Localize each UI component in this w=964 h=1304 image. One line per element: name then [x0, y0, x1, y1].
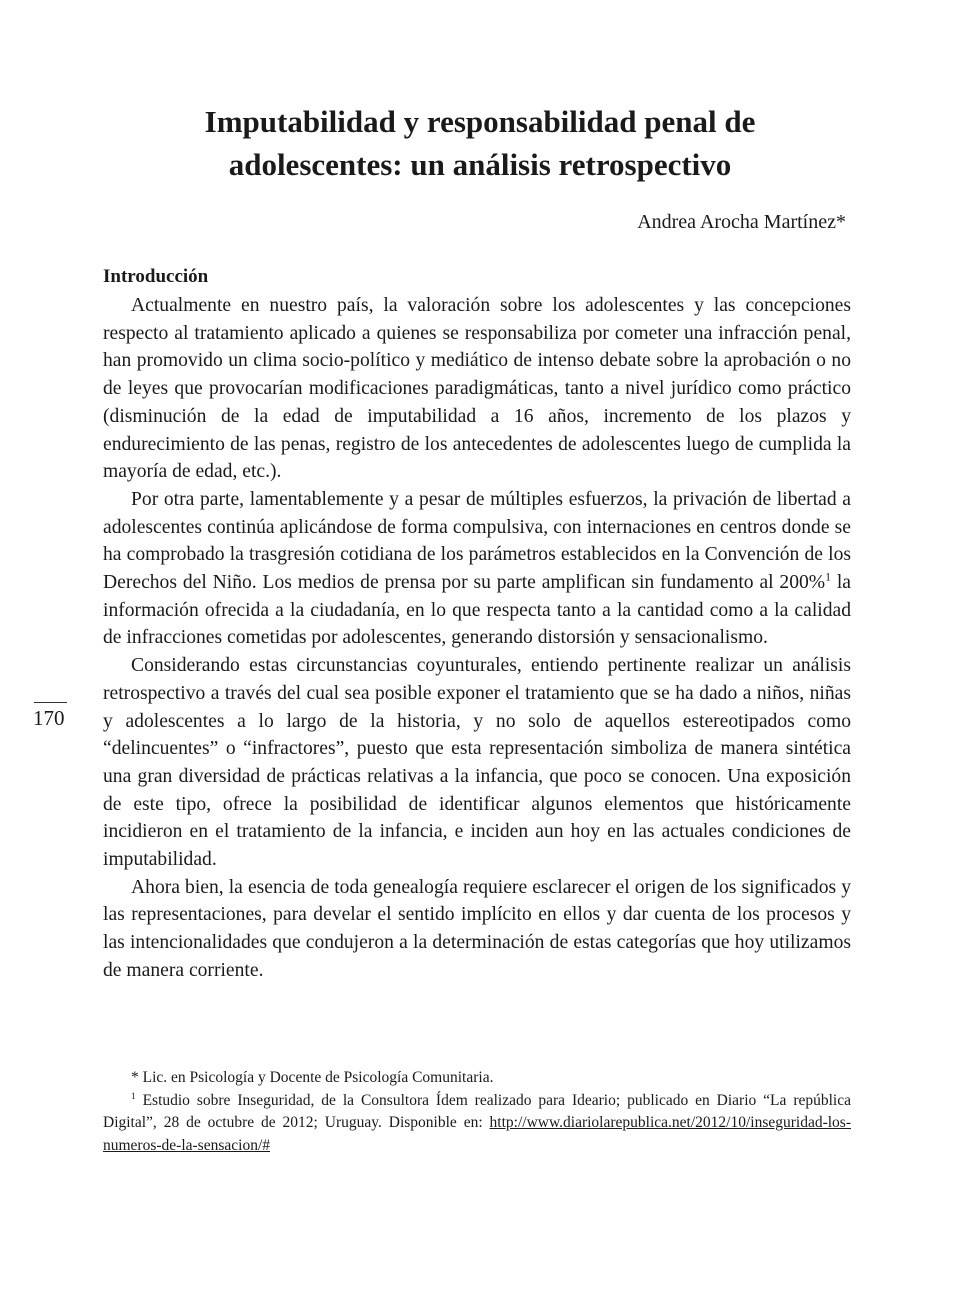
- section-heading: Introducción: [103, 266, 209, 287]
- footnotes: [103, 1067, 851, 1157]
- paragraph-3: Considerando estas circunstancias coyunturales, entiendo pertinente realizar un análisis retrospectivo a través del cual sea posible exponer el tratamiento que se ha dado a niños, niñas y adolescentes a lo largo de la historia, y no solo de aquellos estereotipados como “delincuentes” o “infractores”, puesto que esta representación simboliza de manera sintética una gran diversidad de prácticas relativas a la infancia, que poco se conocen. Una exposición de este tipo, ofrece la posibilidad de identificar algunos elementos que históricamente incidieron en el tratamiento de la infancia, e inciden aun hoy en las actuales condiciones de imputabilidad.: [103, 655, 851, 871]
- title-line-1: Imputabilidad y responsabilidad penal de: [204, 104, 756, 139]
- footnote-1-text: Estudio sobre Inseguridad, de la Consultora Ídem realizado para Ideario; publicado en Diario “La república Digital”, 28 de octubre de 2012; Uruguay. Disponible en:: [103, 1091, 851, 1131]
- article-body: [103, 292, 851, 985]
- article-title: [100, 100, 860, 186]
- footnote-1-marker: 1: [131, 1091, 136, 1102]
- footnote-ref-1: 1: [825, 570, 832, 584]
- footnote-author: * Lic. en Psicología y Docente de Psicología Comunitaria.: [131, 1069, 494, 1086]
- title-line-2: adolescentes: un análisis retrospectivo: [228, 147, 732, 182]
- footnote-1: [103, 1090, 851, 1158]
- paragraph-4: Ahora bien, la esencia de toda genealogía requiere esclarecer el origen de los significados y las representaciones, para develar el sentido implícito en ellos y dar cuenta de los procesos y las intencionalidades que condujeron a la determinación de estas categorías que hoy utilizamos de manera corriente.: [103, 876, 851, 981]
- paragraph-2-text-before: Por otra parte, lamentablemente y a pesar de múltiples esfuerzos, la privación de libertad a adolescentes continúa aplicándose de forma compulsiva, con internaciones en centros donde se ha comprobado la trasgresión cotidiana de los parámetros establecidos en la Convención de los Derechos del Niño. Los medios de prensa por su parte amplifican sin fundamento al 200%: [103, 488, 851, 594]
- author-name: Andrea Arocha Martínez*: [637, 211, 846, 233]
- paragraph-2: [103, 486, 851, 652]
- page-number-rule: [34, 702, 67, 703]
- page-number: 170: [33, 706, 65, 730]
- paragraph-2-text-after: la información ofrecida a la ciudadanía, en lo que respecta tanto a la cantidad como a la calidad de infracciones cometidas por adolescentes, generando distorsión y sensacionalismo.: [103, 572, 851, 649]
- paragraph-1: Actualmente en nuestro país, la valoración sobre los adolescentes y las concepciones respecto al tratamiento aplicado a quienes se responsabiliza por cometer una infracción penal, han promovido un clima socio-político y mediático de intenso debate sobre la aprobación o no de leyes que provocarían modificaciones paradigmáticas, tanto a nivel jurídico como práctico (disminución de la edad de imputabilidad a 16 años, incremento de los plazos y endurecimiento de las penas, registro de los antecedentes de adolescentes luego de cumplida la mayoría de edad, etc.).: [103, 295, 851, 483]
- footnote-1-link[interactable]: http://www.diariolarepublica.net/2012/10/inseguridad-los-numeros-de-la-sensacion/#: [103, 1114, 851, 1154]
